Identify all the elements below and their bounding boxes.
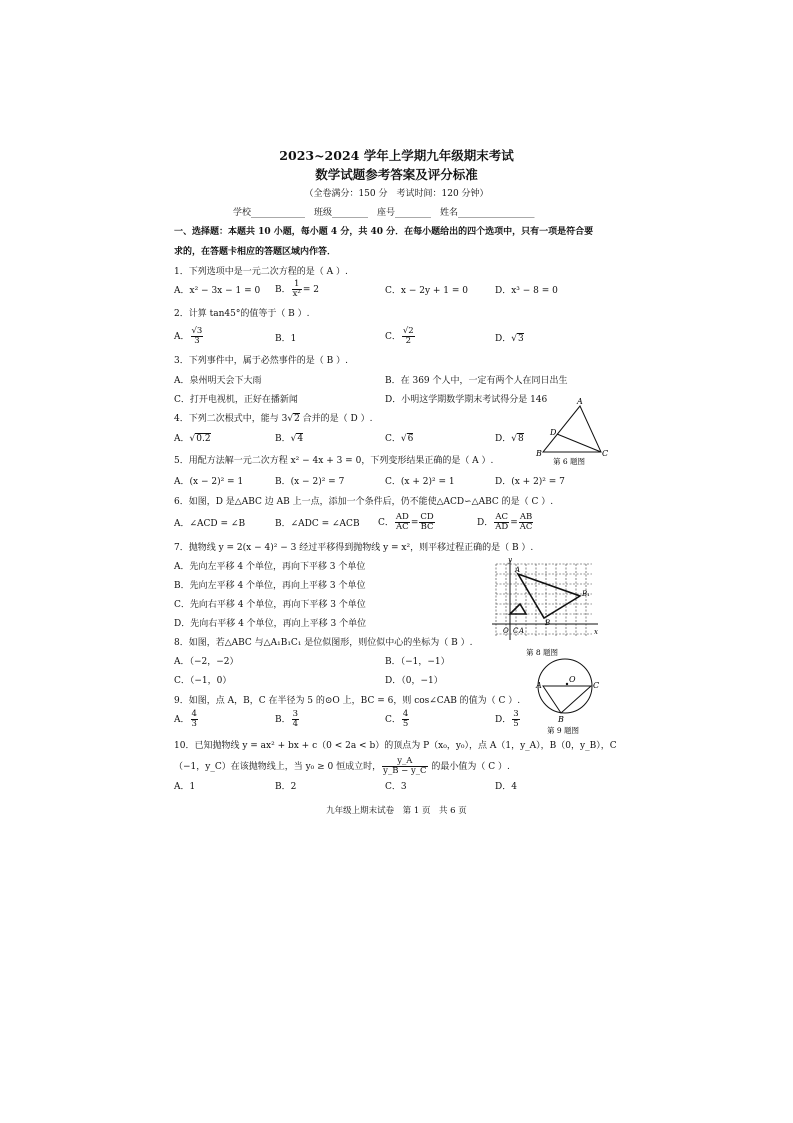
label-b: B [536, 449, 542, 458]
figure-9-circle [533, 656, 605, 736]
q10-option-b: B．2 [275, 782, 297, 792]
figure-9-caption: 第 9 题图 [547, 726, 580, 735]
figure-8-caption: 第 8 题图 [526, 648, 559, 657]
q4-option-b: B．√4 [275, 434, 304, 444]
student-info-fields: 学校____________ 班级________ 座号________ 姓名_________________ [233, 208, 535, 218]
triangle-a1b1c1 [510, 604, 526, 614]
exam-title: 2023~2024 学年上学期九年级期末考试 [279, 148, 514, 163]
q3-option-b: B．在 369 个人中，一定有两个人在同日出生 [385, 376, 568, 386]
q4-stem: 4．下列二次根式中，能与 3√2 合并的是（ D ）. [174, 414, 373, 424]
q8-option-b: B．（−1，−1） [385, 657, 450, 667]
q4-option-a: A．√0.2 [174, 434, 211, 444]
q10-option-d: D．4 [495, 782, 517, 792]
q2-option-d: D．√3 [495, 334, 524, 344]
q6-stem: 6．如图，D 是△ABC 边 AB 上一点，添加一个条件后，仍不能使△ACD∽△ABC 的是（ C ）. [174, 497, 554, 507]
label-o: O [503, 627, 509, 635]
q8-option-a: A．（−2，−2） [174, 657, 239, 667]
q3-option-a: A．泉州明天会下大雨 [174, 376, 262, 386]
q2-option-a: A． $\frac{√3}{3}$ [174, 326, 203, 346]
q9-option-b: B． $\frac{3}{4}$ [275, 709, 299, 729]
exam-subtitle: 数学试题参考答案及评分标准 [315, 167, 478, 182]
q2-stem: 2．计算 tan45°的值等于（ B ）. [174, 309, 310, 319]
triangle-abc [518, 574, 580, 618]
q1-option-b: B． $\frac{1}{\text{x²}}$ = 2 [275, 279, 319, 299]
q7-option-c: C．先向右平移 4 个单位，再向下平移 3 个单位 [174, 600, 366, 610]
label-c: C [593, 681, 600, 690]
section-instructions-line1: 一、选择题：本题共 10 小题，每小题 4 分，共 40 分．在每小题给出的四个选项中，只有一项是符合要 [174, 227, 594, 237]
label-a: A [515, 566, 521, 574]
label-x: x [594, 628, 598, 636]
q8-option-d: D．（0，−1） [385, 676, 443, 686]
q9-stem: 9．如图，点 A，B，C 在半径为 5 的⊙O 上，BC = 6，则 cos∠CAB 的值为（ C ）. [174, 696, 521, 706]
q10-stem-line2: （−1，y_C）在该抛物线上，当 y₀ ≥ 0 恒成立时， $\frac{y\_A}{y\_B - y\_C}$ 的最小值为（ C ）. [174, 756, 510, 776]
exam-meta: （全卷满分：150 分 考试时间：120 分钟） [304, 189, 489, 199]
q10-stem-line1: 10．已知抛物线 y = ax² + bx + c（0 < 2a < b）的顶点为 P（x₀，y₀），点 A（1，y_A），B（0，y_B），C [174, 741, 617, 751]
figure-8-grid [488, 556, 603, 660]
label-a: A [577, 398, 583, 406]
q7-option-b: B．先向左平移 4 个单位，再向上平移 3 个单位 [174, 581, 366, 591]
q9-option-c: C． $\frac{4}{5}$ [385, 709, 409, 729]
q5-option-c: C．(x + 2)² = 1 [385, 477, 455, 487]
q6-option-c: C． $\frac{AD}{AC}$ = $\frac{CD}{BC}$ [378, 512, 434, 532]
label-o: O [569, 675, 576, 684]
label-c1: C [513, 627, 519, 635]
q10-option-a: A．1 [174, 782, 196, 792]
q1-option-a: A．x² − 3x − 1 = 0 [174, 286, 261, 296]
q6-option-a: A．∠ACD = ∠B [174, 519, 246, 529]
q1-option-c: C．x − 2y + 1 = 0 [385, 286, 469, 296]
q6-option-b: B．∠ADC = ∠ACB [275, 519, 360, 529]
label-b1: B₁ [582, 590, 590, 598]
q2-option-b: B．1 [275, 334, 297, 344]
label-a: A [536, 681, 542, 690]
q8-stem: 8．如图，若△ABC 与△A₁B₁C₁ 是位似图形，则位似中心的坐标为（ B ）. [174, 638, 473, 648]
label-c: C [602, 449, 609, 458]
center-point [566, 683, 568, 685]
q9-option-a: A． $\frac{4}{3}$ [174, 709, 197, 729]
q5-option-d: D．(x + 2)² = 7 [495, 477, 565, 487]
q5-option-a: A．(x − 2)² = 1 [174, 477, 244, 487]
label-b: B [558, 715, 564, 724]
q1-stem: 1．下列选项中是一元二次方程的是（ A ）. [174, 267, 348, 277]
q3-option-c: C．打开电视机，正好在播新闻 [174, 395, 298, 405]
q1-option-d: D．x³ − 8 = 0 [495, 286, 558, 296]
q5-option-b: B．(x − 2)² = 7 [275, 477, 345, 487]
figure-6-triangle [535, 398, 610, 466]
label-d: D [550, 428, 557, 437]
q6-option-d: D． $\frac{AC}{AD}$ = $\frac{AB}{AC}$ [477, 512, 533, 532]
q8-option-c: C．（−1，0） [174, 676, 232, 686]
q9-option-d: D． $\frac{3}{5}$ [495, 709, 519, 729]
q5-stem: 5．用配方法解一元二次方程 x² − 4x + 3 = 0，下列变形结果正确的是（ A ）. [174, 456, 494, 466]
label-b: B [545, 619, 551, 627]
label-a1: A [519, 627, 525, 635]
q7-option-a: A．先向左平移 4 个单位，再向下平移 3 个单位 [174, 562, 366, 572]
label-y: y [508, 556, 512, 564]
q3-stem: 3．下列事件中，属于必然事件的是（ B ）. [174, 356, 348, 366]
section-instructions-line2: 求的，在答题卡相应的答题区域内作答． [174, 247, 337, 257]
q3-option-d: D．小明这学期数学期末考试得分是 146 [385, 395, 548, 405]
page-footer: 九年级上期末试卷 第 1 页 共 6 页 [326, 806, 467, 816]
q10-option-c: C．3 [385, 782, 407, 792]
q4-option-c: C．√6 [385, 434, 414, 444]
q7-stem: 7．抛物线 y = 2(x − 4)² − 3 经过平移得到抛物线 y = x²，则平移过程正确的是（ B ）. [174, 543, 534, 553]
q2-option-c: C． $\frac{√2}{2}$ [385, 326, 414, 346]
q7-option-d: D．先向右平移 4 个单位，再向上平移 3 个单位 [174, 619, 367, 629]
figure-6-caption: 第 6 题图 [553, 457, 586, 466]
q4-option-d: D．√8 [495, 434, 524, 444]
